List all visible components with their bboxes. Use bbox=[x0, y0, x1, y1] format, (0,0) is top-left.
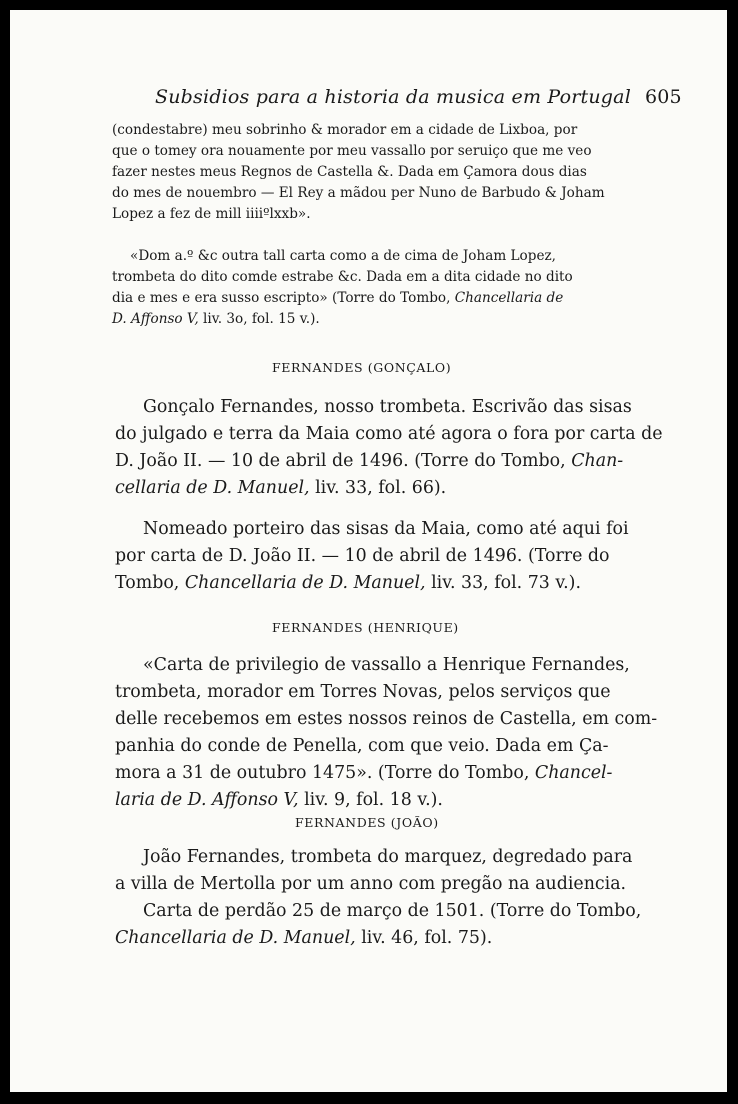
running-header bbox=[155, 86, 682, 108]
text-line: D. João II. — 10 de abril de 1496. (Torre do Tombo, Chan- bbox=[115, 451, 624, 471]
text-line: Chancellaria de D. Manuel, liv. 46, fol. 75). bbox=[115, 928, 493, 948]
text-line: mora a 31 de outubro 1475». (Torre do Tombo, Chancel- bbox=[115, 763, 613, 783]
text-line: do mes de nouembro — El Rey a mãdou per Nuno de Barbudo & Joham bbox=[112, 185, 605, 201]
text-line: Tombo, Chancellaria de D. Manuel, liv. 33, fol. 73 v.). bbox=[115, 573, 581, 593]
section-heading: FERNANDES (GONÇALO) bbox=[272, 360, 452, 375]
text-line: trombeta do dito comde estrabe &c. Dada em a dita cidade no dito bbox=[112, 269, 573, 285]
text-line: a villa de Mertolla por um anno com pregão na audiencia. bbox=[115, 874, 627, 894]
text-line: «Dom a.º &c outra tall carta como a de cima de Joham Lopez, bbox=[130, 248, 556, 264]
text-line: Carta de perdão 25 de março de 1501. (Torre do Tombo, bbox=[143, 901, 642, 921]
text-line: «Carta de privilegio de vassallo a Henrique Fernandes, bbox=[143, 655, 630, 675]
text-line: Lopez a fez de mill iiiiºlxxb». bbox=[112, 206, 311, 222]
text-line: Gonçalo Fernandes, nosso trombeta. Escrivão das sisas bbox=[143, 397, 632, 417]
text-line: dia e mes e era susso escripto» (Torre do Tombo, Chancellaria de bbox=[112, 290, 564, 306]
text-line: (condestabre) meu sobrinho & morador em a cidade de Lixboa, por bbox=[112, 122, 578, 138]
page-number: 605 bbox=[644, 86, 682, 108]
text-line: laria de D. Affonso V, liv. 9, fol. 18 v.). bbox=[115, 790, 443, 810]
book-page bbox=[10, 10, 727, 1092]
text-line: por carta de D. João II. — 10 de abril de 1496. (Torre do bbox=[115, 546, 610, 566]
text-line: João Fernandes, trombeta do marquez, degredado para bbox=[143, 847, 633, 867]
text-line: Nomeado porteiro das sisas da Maia, como até aqui foi bbox=[143, 519, 629, 539]
text-line: cellaria de D. Manuel, liv. 33, fol. 66). bbox=[115, 478, 447, 498]
text-line: que o tomey ora nouamente por meu vassallo por seruiço que me veo bbox=[112, 143, 592, 159]
text-line: do julgado e terra da Maia como até agora o fora por carta de bbox=[115, 424, 663, 444]
text-line: delle recebemos em estes nossos reinos de Castella, em com- bbox=[115, 709, 658, 729]
text-line: panhia do conde de Penella, com que veio. Dada em Ça- bbox=[115, 736, 609, 756]
text-line: fazer nestes meus Regnos de Castella &. Dada em Çamora dous dias bbox=[112, 164, 587, 180]
section-heading: FERNANDES (JOÃO) bbox=[295, 815, 439, 830]
section-heading: FERNANDES (HENRIQUE) bbox=[272, 620, 459, 635]
text-line: D. Affonso V, liv. 3o, fol. 15 v.). bbox=[112, 311, 320, 327]
text-line: trombeta, morador em Torres Novas, pelos serviços que bbox=[115, 682, 611, 702]
running-title: Subsidios para a historia da musica em Portugal bbox=[155, 86, 631, 108]
